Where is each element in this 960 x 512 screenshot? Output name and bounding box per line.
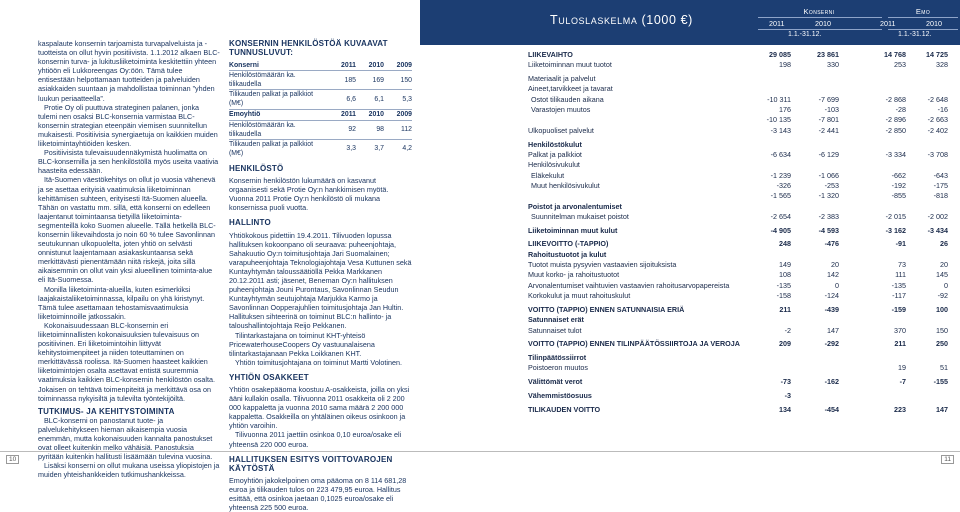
row-value: 20 [940, 260, 948, 270]
row-value: -192 [891, 180, 906, 190]
row-label: Tilinpäätössiirrot [528, 353, 587, 363]
table-cell: 2009 [384, 109, 412, 120]
row-value: -117 [892, 291, 906, 301]
table-row [229, 60, 412, 71]
table-row [528, 50, 948, 60]
row-label: Välittömät verot [528, 377, 583, 387]
table-row [229, 109, 412, 120]
row-label: Materiaalit ja palvelut [528, 74, 596, 84]
table-row [528, 239, 948, 249]
table-row [528, 74, 948, 84]
row-value: 23 861 [817, 50, 839, 59]
paragraph: BLC-konserni on panostanut tuote- ja palvelukehitykseen hieman aikaisempia vuosia enemmän, mutta kokonaisuuden kannalta panostukset ovat olleet kuitenkin melko vähäisiä. Panostuksia pyritään kuitenkin hallitusti lisäämään tulevina vuosina. [38, 415, 213, 462]
row-label: Korkokulut ja muut rahoituskulut [528, 291, 631, 301]
section-heading: YHTIÖN OSAKKEET [229, 372, 309, 382]
row-value: -439 [824, 304, 839, 314]
table-row [528, 126, 948, 136]
row-value: -855 [891, 191, 906, 201]
row-label: Satunnaiset erät [528, 315, 584, 325]
row-value: -2 850 [885, 125, 906, 135]
table-cell: 5,3 [384, 90, 412, 109]
row-value: 253 [894, 60, 906, 70]
table-row [528, 315, 948, 325]
table-cell: 6,6 [328, 90, 356, 109]
footer-rule [0, 451, 960, 464]
row-value: -10 311 [767, 94, 791, 104]
row-value: 211 [894, 339, 906, 349]
table-row [528, 150, 948, 160]
section-heading: KONSERNIN HENKILÖSTÖÄ KUVAAVAT TUNNUSLUVUT: [229, 39, 388, 58]
row-value: -292 [824, 339, 839, 349]
paragraph: Yhtiön toimitusjohtajana on toiminut Martti Volotinen. [235, 357, 403, 367]
table-row [528, 405, 948, 415]
year-header: 2011 [769, 19, 785, 28]
row-value: -162 [824, 377, 839, 387]
table-row [528, 363, 948, 373]
row-value: -3 708 [927, 149, 948, 159]
row-value: -2 868 [885, 94, 906, 104]
row-value: -7 699 [818, 94, 839, 104]
row-value: -2 [784, 325, 791, 335]
row-value: 14 725 [926, 50, 948, 59]
year-header: 2010 [815, 19, 831, 28]
table-cell: 169 [356, 71, 384, 90]
row-value: -158 [776, 291, 791, 301]
table-row [528, 202, 948, 212]
table-row [528, 326, 948, 336]
table-cell: 6,1 [356, 90, 384, 109]
row-value: -2 015 [885, 211, 906, 221]
row-label: Vähemmistöosuus [528, 390, 592, 400]
paragraph: Tilintarkastajana on toiminut KHT-yhteisö PricewaterhouseCoopers Oy vastuunalaisena tilintarkastajanaan Pekka Loikkanen KHT. [229, 330, 375, 358]
row-value: -2 654 [770, 211, 791, 221]
row-value: -326 [776, 180, 791, 190]
group-header-emo: Emo [915, 7, 931, 16]
page-number-right: 11 [941, 455, 954, 464]
row-value: -662 [891, 170, 906, 180]
row-value: -3 434 [927, 225, 948, 235]
group-header-konserni: Konserni [803, 7, 835, 16]
paragraph: Lisäksi konserni on ollut mukana useissa yliopistojen ja muiden yhteishankkeiden tutkimushankkeissa. [38, 461, 220, 480]
row-label: Arvonalentumiset vaihtuvien vastaavien rahoitusarvopapereista [528, 280, 730, 290]
row-value: 111 [895, 270, 906, 280]
paragraph: kaspalaute konsernin tarjoamista turvapalveluista ja -tuotteista on ollut hyvin positiivista. 1.1.2012 alkaen BLC-konsernin turva- ja lukitusliiketoiminta keskitettiin yhteen yhtiöön eli Lukkoreengas Oy:öön. Tämä tulee entisestään helpottamaan tuotteiden ja palveluiden asiakkaiden suuntaan ja mahdollistaa toiminnan ”yhden luukun periaatteella”. [38, 39, 220, 103]
row-value: -175 [933, 180, 948, 190]
paragraph: Positiivisista tulevaisuudennäkymistä huolimatta on BLC-konsernilla ja sen henkilöstöllä myös useita vaativia haasteita edessään. [38, 148, 219, 176]
table-row [528, 115, 948, 125]
row-label: Ulkopuoliset palvelut [528, 125, 594, 135]
period-label: 1.1.-31.12. [788, 31, 822, 38]
table-row [528, 305, 948, 315]
row-value: 26 [940, 239, 948, 249]
row-label: LIIKEVOITTO (-TAPPIO) [528, 239, 609, 249]
table-cell: 98 [356, 120, 384, 139]
table-row [229, 71, 412, 90]
row-value: -3 [784, 390, 791, 400]
row-value: -155 [933, 377, 948, 387]
table-cell: Emoyhtiö [229, 109, 328, 120]
personnel-table-group [229, 60, 412, 158]
table-row [528, 191, 948, 201]
table-cell: 2011 [328, 109, 356, 120]
row-value: 100 [936, 304, 948, 314]
row-label: Palkat ja palkkiot [528, 149, 582, 159]
row-value: -2 896 [885, 115, 906, 125]
table-cell: 92 [328, 120, 356, 139]
row-value: -7 [899, 377, 906, 387]
table-cell: 150 [384, 71, 412, 90]
row-label: Eläkekulut [531, 170, 565, 180]
row-value: 20 [831, 260, 839, 270]
row-label: Ostot tilikauden aikana [531, 94, 604, 104]
section-heading: HENKILÖSTÖ [229, 163, 284, 173]
row-value: -2 441 [818, 125, 839, 135]
row-value: 250 [936, 339, 948, 349]
row-value: 149 [779, 260, 791, 270]
row-label: Varastojen muutos [531, 105, 591, 115]
row-value: 73 [898, 260, 906, 270]
table-row [528, 291, 948, 301]
table-row [528, 60, 948, 70]
row-value: 51 [940, 363, 948, 373]
row-value: -6 129 [818, 149, 839, 159]
row-value: -16 [937, 105, 948, 115]
table-row [528, 105, 948, 115]
row-value: -91 [895, 239, 906, 249]
row-value: 142 [827, 270, 839, 280]
table-row [528, 160, 948, 170]
table-row [528, 377, 948, 387]
row-value: -73 [780, 377, 791, 387]
header-divider [758, 29, 882, 30]
row-value: -2 402 [927, 125, 948, 135]
row-value: 29 085 [769, 50, 791, 59]
row-value: 145 [936, 270, 948, 280]
table-cell: 2010 [356, 109, 384, 120]
table-row [528, 353, 948, 363]
paragraph: Tilivuonna 2011 jaettiin osinkoa 0,10 euroa/osake eli yhteensä 220 000 euroa. [229, 430, 402, 449]
row-value: -476 [824, 239, 839, 249]
table-row [528, 212, 948, 222]
table-row [528, 281, 948, 291]
row-value: -4 905 [770, 225, 791, 235]
row-label: LIIKEVAIHTO [528, 50, 573, 59]
row-value: -92 [937, 291, 948, 301]
row-value: 248 [779, 239, 791, 249]
row-value: -135 [776, 280, 791, 290]
table-cell: 185 [328, 71, 356, 90]
paragraph: Emoyhtiön jakokelpoinen oma pääoma on 8 114 681,28 euroa ja tilikauden tulos on 223 479,95 euroa. Hallitus esittää, että osinkoa jaetaan 0,1025 euroa/osake eli yhteensä 225 500 euroa. [229, 475, 407, 512]
table-cell: 112 [384, 120, 412, 139]
row-value: 14 768 [884, 50, 906, 59]
row-label: Poistoeron muutos [528, 363, 588, 373]
header-divider [758, 17, 882, 18]
table-row [528, 226, 948, 236]
row-value: 209 [779, 339, 791, 349]
header-divider [888, 17, 958, 18]
table-cell: Tilikauden palkat ja palkkiot (M€) [229, 140, 314, 157]
row-label: VOITTO (TAPPIO) ENNEN SATUNNAISIA ERIÄ [528, 304, 685, 314]
paragraph: Konsernin henkilöstön lukumäärä on kasvanut orgaanisesti sekä Protie Oy:n hankkimisen myötä. Vuonna 2011 Protie Oy:n henkilöstö oli mukana konsernissa puoli vuotta. [229, 176, 389, 213]
year-header: 2010 [926, 19, 942, 28]
row-label: Muut henkilösivukulut [531, 180, 600, 190]
row-label: Henkilöstökulut [528, 139, 582, 149]
row-value: -135 [891, 280, 906, 290]
row-value: -1 239 [770, 170, 791, 180]
row-value: -1 066 [818, 170, 839, 180]
middle-text-column [229, 39, 412, 512]
section-heading: TUTKIMUS- JA KEHITYSTOIMINTA [38, 406, 175, 416]
row-value: 147 [827, 325, 839, 335]
row-value: 370 [894, 325, 906, 335]
table-cell: 3,3 [346, 145, 356, 153]
table-cell: 4,2 [402, 145, 412, 153]
row-value: -1 320 [818, 191, 839, 201]
page-number-left: 10 [6, 455, 19, 464]
table-cell: 2011 [328, 60, 356, 71]
row-value: 108 [779, 270, 791, 280]
row-value: 0 [835, 280, 839, 290]
row-value: 211 [779, 304, 791, 314]
row-value: 0 [944, 280, 948, 290]
paragraph: Itä-Suomen väestökehitys on ollut jo vuosia vähenevä ja se asettaa erityisiä vaatimuksia liiketoiminnan kehittämisen suhteen, erityisesti Itä-Suomen alueella. Tähän on vastattu mm. sillä, että konserni on edelleen laajentanut toimintaansa tietyillä liiketoiminta-segmenteillä koko Suomen alueelle. Tällä hetkellä BLC-konsernin liikevaihdosta jo noin 60 % tulee Savonlinnan seutukunnan ulkopuolelta, joten yhtiö on selvästi onnistunut laajentamaan asiakaskuntaansa sekä merkittävästi pienentämään niitä riskejä, joita sillä aikaisemmin on ollut vain yksi alueellinen toiminta-alue eli Itä-Suomessa. [38, 175, 216, 285]
page-title: Tuloslaskelma (1000 €) [550, 13, 693, 27]
table-row [528, 84, 948, 94]
row-label: Tuotot muista pysyvien vastaavien sijoituksista [528, 260, 677, 270]
row-label: Satunnaiset tulot [528, 325, 582, 335]
row-value: -124 [824, 291, 839, 301]
table-row [528, 171, 948, 181]
row-value: -253 [824, 180, 839, 190]
year-header: 2011 [880, 19, 896, 28]
row-value: -103 [824, 105, 839, 115]
row-label: Suunnitelman mukaiset poistot [531, 211, 629, 221]
row-value: 223 [894, 404, 906, 414]
row-value: -1 565 [770, 191, 791, 201]
row-value: -2 648 [927, 94, 948, 104]
table-row [528, 391, 948, 401]
row-label: Henkilösivukulut [528, 160, 580, 170]
paragraph: Monilla liiketoiminta-alueilla, kuten esimerkiksi laajakaistaliiketoiminnassa, kilpailu on yhä kiristynyt. Tämä tulee asettamaan tehostamisvaatimuksia liiketoiminnoille jatkossakin. [38, 284, 205, 321]
table-row [528, 95, 948, 105]
table-row [528, 250, 948, 260]
paragraph: Yhtiökokous pidettiin 19.4.2011. Tilivuoden lopussa hallituksen kokoonpano oli seuraava: puheenjohtaja, Sahakuutio Oy:n toimitusjohtaja Jari Suomalainen; varapuheenjohtaja Teknologiajohtaja Vesa Kuttunen sekä Kuntayhtymän taloussäätiöllä Pekka Markkanen 20.12.2011 asti; jäsenet, Beneman Oy:n hallituksen puheenjohtaja Jouni Purontaus, Savonlinnan Seudun Kuntayhtymän seutujohtaja Marjukka Karmo ja Savonlinnan Oopperajuhlien toimitusjohtaja Jan Hultin. Hallituksen sihteerinä on toiminut BLC:n hallinto- ja taloushallintojohtaja Reijo Pekkanen. [229, 230, 412, 331]
row-value: 150 [936, 325, 948, 335]
left-text-column [38, 39, 220, 480]
row-value: 328 [936, 60, 948, 70]
income-statement-table [528, 50, 948, 415]
table-cell: Konserni [229, 60, 328, 71]
row-value: 176 [779, 105, 791, 115]
row-value: -10 135 [766, 115, 791, 125]
table-row [528, 140, 948, 150]
table-cell: 2010 [356, 60, 384, 71]
row-label: Muut korko- ja rahoitustuotot [528, 270, 620, 280]
row-value: -7 801 [818, 115, 839, 125]
row-value: 134 [779, 404, 791, 414]
row-label: TILIKAUDEN VOITTO [528, 404, 601, 414]
paragraph: Yhtiön osakepääoma koostuu A-osakkeista, joilla on yksi ääni kullakin osalla. Tilivuonna 2011 osakkeita oli 2 200 000 kappaletta ja vuonna 2010 sama määrä 2 200 000 kappaletta. Osakkeilla on yhtäläinen oikeus osinkoon ja yhtiön varoihin. [229, 385, 410, 431]
table-row [528, 339, 948, 349]
row-value: -3 162 [885, 225, 906, 235]
row-label: Poistot ja arvonalentumiset [528, 201, 622, 211]
row-value: -643 [933, 170, 948, 180]
table-cell: Henkilöstömäärän ka. tilikaudella [229, 71, 328, 90]
row-value: 147 [936, 404, 948, 414]
table-cell: 3,7 [374, 145, 384, 153]
row-value: -6 634 [770, 149, 791, 159]
row-value: 19 [898, 363, 906, 373]
period-label: 1.1.-31.12. [898, 31, 932, 38]
row-label: Rahoitustuotot ja kulut [528, 249, 607, 259]
row-value: -2 002 [927, 211, 948, 221]
row-value: 198 [779, 60, 791, 70]
row-label: Liiketoiminnan muut kulut [528, 225, 618, 235]
paragraph: Kokonaisuudessaan BLC-konsernin eri liiketoiminnallisten kokonaisuuksien tulevaisuus on positiivinen. Eri liiketoimintoihin liittyvät kehitystoimenpiteet ja niiden toteuttaminen on merkittävässä roolissa. Itä-Suomen haasteet kaikkien liiketoimintojen osalta asettavat entistä suuremmia vaatimuksia kaikkien BLC-konsernin henkilöstön osalta. Jokaisen on tehtävä toimenpiteitä ja merkittävä osa on toiminnassa nykyisiltä ja tulevilta työntekijöiltä. [38, 320, 215, 403]
table-cell: Tilikauden palkat ja palkkiot (M€) [229, 90, 328, 109]
table-row [229, 139, 412, 158]
row-value: 330 [827, 60, 839, 70]
table-cell: Henkilöstömäärän ka. tilikaudella [229, 120, 328, 139]
row-label: VOITTO (TAPPIO) ENNEN TILINPÄÄTÖSSIIRTOJA JA VEROJA [528, 339, 740, 349]
table-row [229, 90, 412, 109]
row-value: -3 334 [885, 149, 906, 159]
paragraph: Protie Oy oli puuttuva strateginen palanen, jonka tulemi nen osaksi BLC-konsernia varmistaa BLC-konsernin strategian eteenpäin viemisen suunnitellun mukaisesti. Positiivisia synergiaetuja on kaikkien muiden liiketoimintayhtiöiden kesken. [38, 102, 218, 149]
row-value: -28 [895, 105, 906, 115]
section-heading: HALLITUKSEN ESITYS VOITTOVAROJEN KÄYTÖSTÄ [229, 454, 393, 473]
table-row [528, 181, 948, 191]
section-heading: HALLINTO [229, 218, 271, 228]
table-row [528, 270, 948, 280]
row-value: -4 593 [818, 225, 839, 235]
row-label: Liiketoiminnan muut tuotot [528, 60, 612, 70]
table-row [528, 260, 948, 270]
row-value: -159 [891, 304, 906, 314]
header-divider [888, 29, 958, 30]
row-value: -3 143 [770, 125, 791, 135]
table-row [229, 120, 412, 139]
row-value: -818 [933, 191, 948, 201]
row-label: Aineet,tarvikkeet ja tavarat [528, 84, 613, 94]
table-cell: 2009 [384, 60, 412, 71]
row-value: -2 663 [927, 115, 948, 125]
row-value: -454 [824, 404, 839, 414]
row-value: -2 383 [818, 211, 839, 221]
